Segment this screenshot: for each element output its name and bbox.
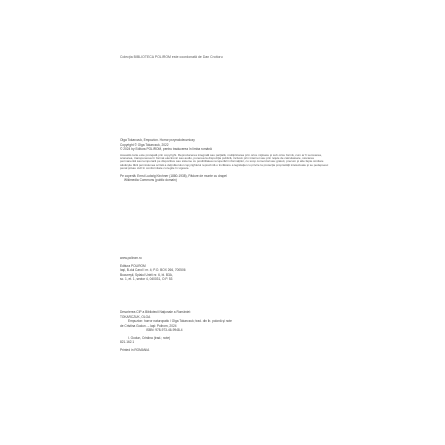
original-title: Olga Tokarczuk, Empuzion. Horror przyrodoleczniczy (120, 138, 195, 142)
cip-title-cont: de Cristina Godun. – Iaşi: Polirom, 2024 (120, 323, 177, 328)
copyright-author: Copyright © Olga Tokarczuk, 2022 (120, 142, 169, 147)
rights-notice: Această carte este protejată prin copyright. Reproducerea integrală sau parţială, multiplicarea prin orice mijloace şi sub orice formă, cum ar fi xeroxarea, scanarea, transpunerea în format electronic sau audio, punerea la dispoziţia publică, inclusiv prin internet sau prin reţele de calculatoare, stocarea permanentă sau temporară pe dispozitive sau sisteme cu posibilitatea recuperării informaţiilor, cu scop comercial sau gratuit, precum şi alte fapte similare săvârşite fără permisiunea scrisă a deţinătorului copyrightului reprezintă o încălcare a legislaţiei cu privire la protecţia proprietăţii intelectuale şi se pedepsesc penal şi/sau civil în conformitate cu legile în vigoare. (120, 152, 329, 171)
series-note: Colecţia BIBLIOTECA POLIROM este coordonată de Dan Croitoru (120, 55, 223, 59)
credits-block (120, 138, 330, 183)
printed-in: Printed in ROMANIA (120, 347, 150, 352)
cip-block (120, 310, 330, 352)
publisher-address-1: Iaşi, B-dul Carol I nr. 4; P.O. BOX 266, 700506 (120, 268, 186, 272)
cip-heading: Descrierea CIP a Bibliotecii Naţionale a României: (120, 310, 191, 314)
publisher-website: www.polirom.ro (120, 256, 142, 260)
cip-title: Empuzion: horror naturopatic / Olga Tokarczuk; trad. din lb. polonă şi note (128, 319, 232, 323)
cip-isbn: ISBN: 978-973-46-9948-4 (146, 328, 183, 332)
publisher-name: Editura POLIROM (120, 263, 146, 268)
cip-classification: 821.162.1 (120, 340, 135, 344)
publisher-address-3: sc. 1, et. 1, sector 4, 040031, O.P. 53 (120, 277, 173, 281)
cip-author: TOKARCZUK, OLGA (120, 314, 151, 319)
publisher-address-2: Bucureşti, Splaiul Unirii nr. 6, bl. B3A, (120, 272, 173, 277)
cip-translator: I. Godun, Cristina (trad.; note) (128, 335, 171, 340)
copyright-translation: © 2024 by Editura POLIROM, pentru traducerea în limba română (120, 147, 212, 151)
cover-credit: Pe copertă: Ernst Ludwig Kirchner (1880-1938), Pădure de munte cu drapel (120, 173, 227, 178)
publisher-block (120, 256, 330, 282)
cover-credit-source: Wikimedia Commons (public domain) (124, 178, 177, 183)
